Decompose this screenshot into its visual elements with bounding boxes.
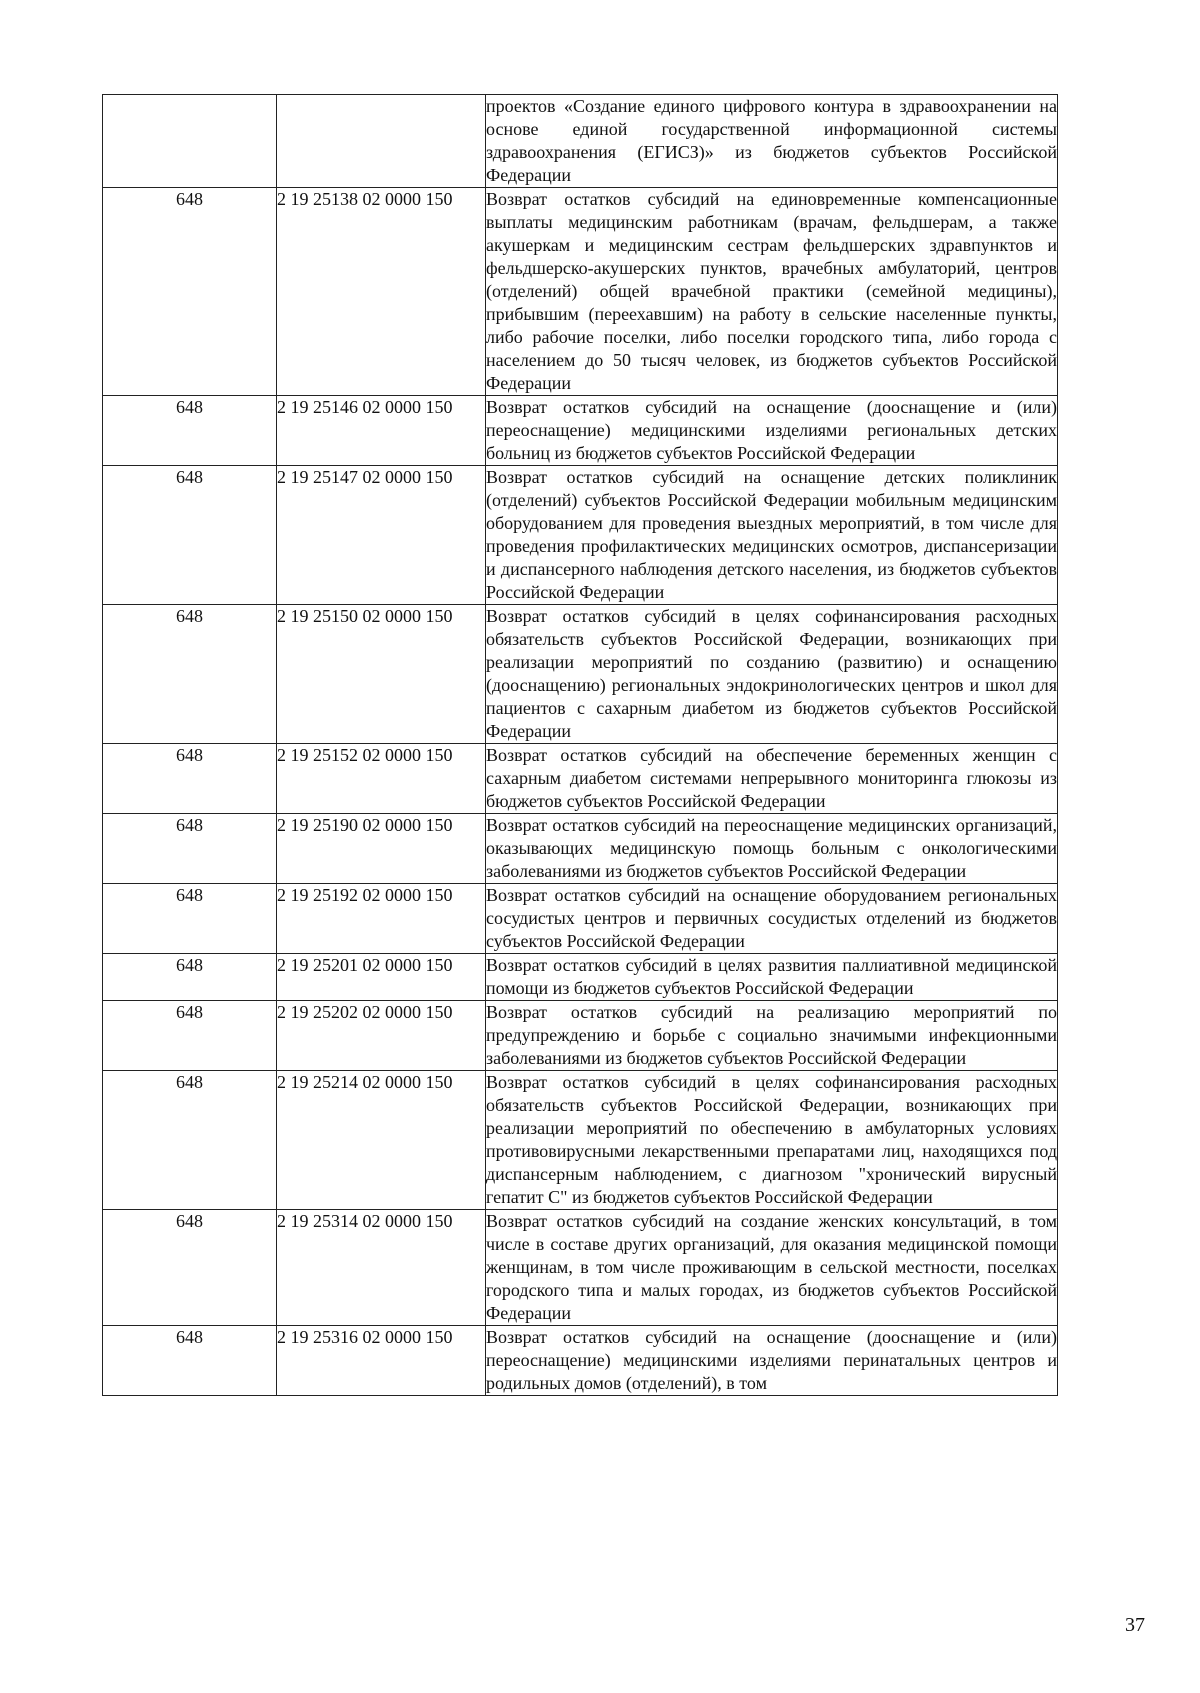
table-row [103,396,1058,466]
admin-code-cell: 648 [103,188,277,396]
table-row [103,1001,1058,1071]
table-row [103,95,1058,188]
page-number: 37 [1125,1614,1145,1636]
description-cell: Возврат остатков субсидий на создание женских консультаций, в том числе в составе других организаций, для оказания медицинской помощи женщинам, в том числе проживающим в сельской местности, поселках городского типа и малых городах, из бюджетов субъектов Российской Федерации [486,1210,1058,1326]
description-cell: Возврат остатков субсидий в целях развития паллиативной медицинской помощи из бюджетов субъектов Российской Федерации [486,954,1058,1001]
description-cell: Возврат остатков субсидий на оснащение детских поликлиник (отделений) субъектов Российской Федерации мобильным медицинским оборудованием для проведения выездных мероприятий, в том числе для проведения профилактических медицинских осмотров, диспансеризации и диспансерного наблюдения детского населения, из бюджетов субъектов Российской Федерации [486,466,1058,605]
admin-code-cell: 648 [103,1210,277,1326]
description-cell: Возврат остатков субсидий на оснащение (дооснащение и (или) переоснащение) медицинскими изделиями региональных детских больниц из бюджетов субъектов Российской Федерации [486,396,1058,466]
admin-code-cell: 648 [103,954,277,1001]
table-row [103,1210,1058,1326]
table-row [103,814,1058,884]
admin-code-cell: 648 [103,396,277,466]
table-row [103,1326,1058,1396]
admin-code-cell: 648 [103,814,277,884]
budget-code-cell: 2 19 25138 02 0000 150 [277,188,486,396]
table-row [103,188,1058,396]
table-row [103,744,1058,814]
description-cell: Возврат остатков субсидий на реализацию мероприятий по предупреждению и борьбе с социально значимыми инфекционными заболеваниями из бюджетов субъектов Российской Федерации [486,1001,1058,1071]
table-row [103,1071,1058,1210]
budget-code-cell [277,95,486,188]
budget-code-cell: 2 19 25152 02 0000 150 [277,744,486,814]
description-cell: Возврат остатков субсидий на обеспечение беременных женщин с сахарным диабетом системами непрерывного мониторинга глюкозы из бюджетов субъектов Российской Федерации [486,744,1058,814]
table-row [103,466,1058,605]
budget-code-cell: 2 19 25150 02 0000 150 [277,605,486,744]
budget-code-table [102,94,1058,1396]
admin-code-cell: 648 [103,1001,277,1071]
description-cell: Возврат остатков субсидий на единовременные компенсационные выплаты медицинским работникам (врачам, фельдшерам, а также акушеркам и медицинским сестрам фельдшерских здравпунктов и фельдшерско-акушерских пунктов, врачебных амбулаторий, центров (отделений) общей врачебной практики (семейной медицины), прибывшим (переехавшим) на работу в сельские населенные пункты, либо рабочие поселки, либо поселки городского типа, либо города с населением до 50 тысяч человек, из бюджетов субъектов Российской Федерации [486,188,1058,396]
description-cell: Возврат остатков субсидий на переоснащение медицинских организаций, оказывающих медицинскую помощь больным с онкологическими заболеваниями из бюджетов субъектов Российской Федерации [486,814,1058,884]
budget-code-cell: 2 19 25214 02 0000 150 [277,1071,486,1210]
budget-code-cell: 2 19 25202 02 0000 150 [277,1001,486,1071]
budget-code-cell: 2 19 25146 02 0000 150 [277,396,486,466]
admin-code-cell: 648 [103,605,277,744]
admin-code-cell: 648 [103,884,277,954]
description-cell: Возврат остатков субсидий в целях софинансирования расходных обязательств субъектов Российской Федерации, возникающих при реализации мероприятий по созданию (развитию) и оснащению (дооснащению) региональных эндокринологических центров и школ для пациентов с сахарным диабетом из бюджетов субъектов Российской Федерации [486,605,1058,744]
budget-code-cell: 2 19 25147 02 0000 150 [277,466,486,605]
description-cell: проектов «Создание единого цифрового контура в здравоохранении на основе единой государственной информационной системы здравоохранения (ЕГИСЗ)» из бюджетов субъектов Российской Федерации [486,95,1058,188]
admin-code-cell: 648 [103,1071,277,1210]
admin-code-cell: 648 [103,466,277,605]
budget-code-cell: 2 19 25316 02 0000 150 [277,1326,486,1396]
description-cell: Возврат остатков субсидий на оснащение (дооснащение и (или) переоснащение) медицинскими изделиями перинатальных центров и родильных домов (отделений), в том [486,1326,1058,1396]
budget-code-cell: 2 19 25314 02 0000 150 [277,1210,486,1326]
table-row [103,884,1058,954]
description-cell: Возврат остатков субсидий в целях софинансирования расходных обязательств субъектов Российской Федерации, возникающих при реализации мероприятий по обеспечению в амбулаторных условиях противовирусными лекарственными препаратами лиц, находящихся под диспансерным наблюдением, с диагнозом "хронический вирусный гепатит С" из бюджетов субъектов Российской Федерации [486,1071,1058,1210]
admin-code-cell: 648 [103,1326,277,1396]
admin-code-cell [103,95,277,188]
table-row [103,954,1058,1001]
admin-code-cell: 648 [103,744,277,814]
budget-code-cell: 2 19 25201 02 0000 150 [277,954,486,1001]
table-row [103,605,1058,744]
budget-code-cell: 2 19 25190 02 0000 150 [277,814,486,884]
description-cell: Возврат остатков субсидий на оснащение оборудованием региональных сосудистых центров и первичных сосудистых отделений из бюджетов субъектов Российской Федерации [486,884,1058,954]
budget-code-cell: 2 19 25192 02 0000 150 [277,884,486,954]
table-body [103,95,1058,1396]
